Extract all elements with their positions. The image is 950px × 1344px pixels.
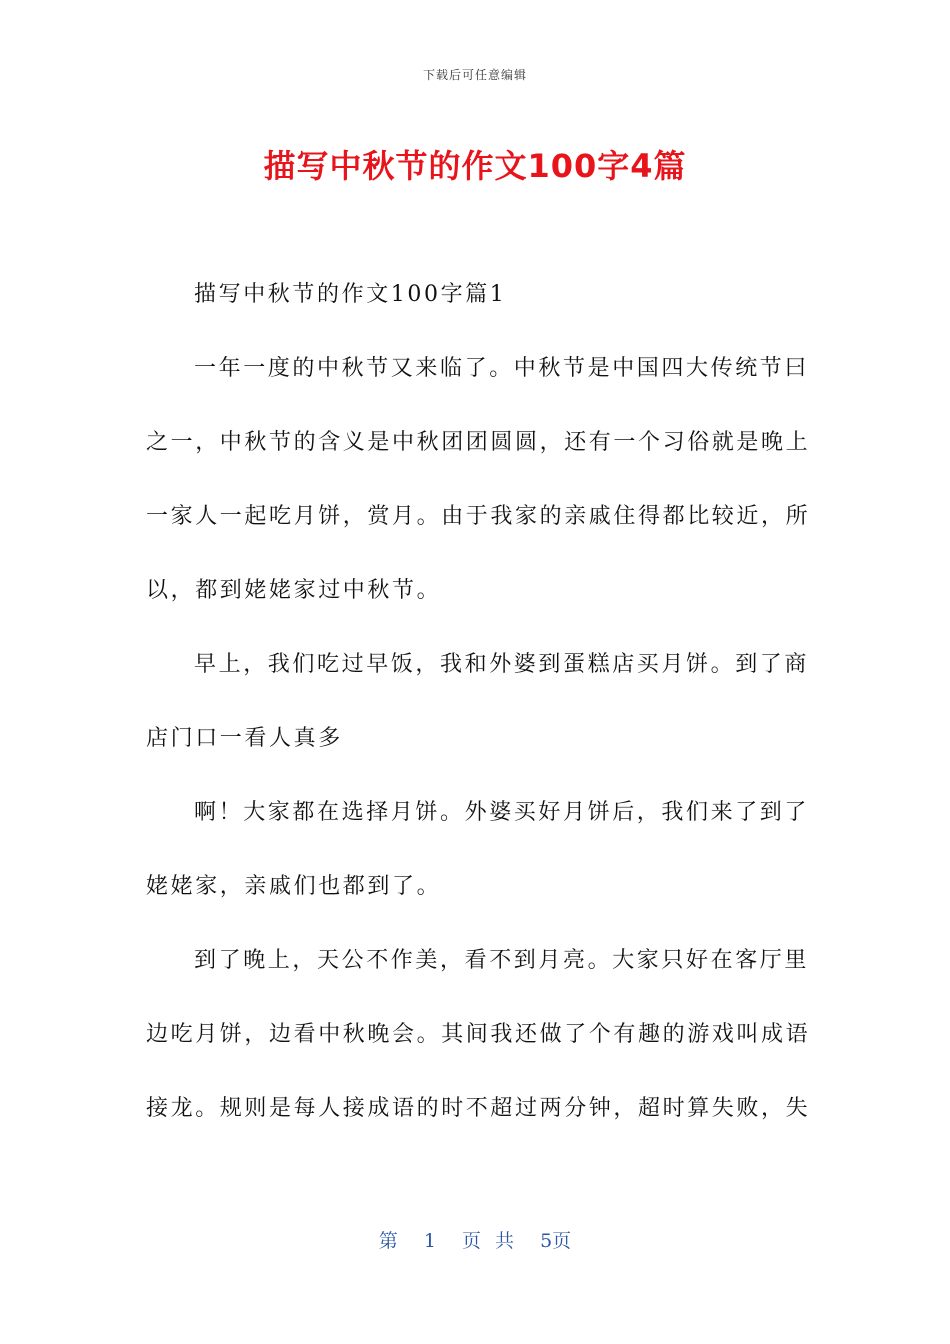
paragraph-line: 边吃月饼，边看中秋晚会。其间我还做了个有趣的游戏叫成语 <box>146 1022 811 1047</box>
page-label-mid: 页 共 <box>462 1230 515 1252</box>
total-pages: 5页 <box>540 1230 572 1252</box>
paragraph-line: 到了晚上，天公不作美，看不到月亮。大家只好在客厅里 <box>194 948 810 973</box>
paragraph-line: 姥姥家，亲戚们也都到了。 <box>146 874 442 899</box>
current-page-number: 1 <box>423 1230 436 1252</box>
paragraph-line: 啊！大家都在选择月饼。外婆买好月饼后，我们来了到了 <box>194 800 810 825</box>
section-heading: 描写中秋节的作文100字篇1 <box>194 282 507 307</box>
paragraph-line: 店门口一看人真多 <box>146 726 343 751</box>
header-note: 下载后可任意编辑 <box>422 68 527 82</box>
paragraph-line: 一家人一起吃月饼，赏月。由于我家的亲戚住得都比较近，所 <box>146 504 811 529</box>
page-label-prefix: 第 <box>378 1230 398 1252</box>
paragraph-line: 一年一度的中秋节又来临了。中秋节是中国四大传统节曰 <box>194 356 810 381</box>
paragraph-line: 以，都到姥姥家过中秋节。 <box>146 578 442 603</box>
paragraph-line: 早上，我们吃过早饭，我和外婆到蛋糕店买月饼。到了商 <box>194 652 810 677</box>
paragraph-line: 接龙。规则是每人接成语的时不超过两分钟，超时算失败，失 <box>146 1096 811 1121</box>
page-number-footer <box>0 1226 950 1253</box>
paragraph-line: 之一，中秋节的含义是中秋团团圆圆，还有一个习俗就是晚上 <box>146 430 811 455</box>
document-title: 描写中秋节的作文100字4篇 <box>263 147 687 185</box>
document-body <box>146 258 811 1146</box>
